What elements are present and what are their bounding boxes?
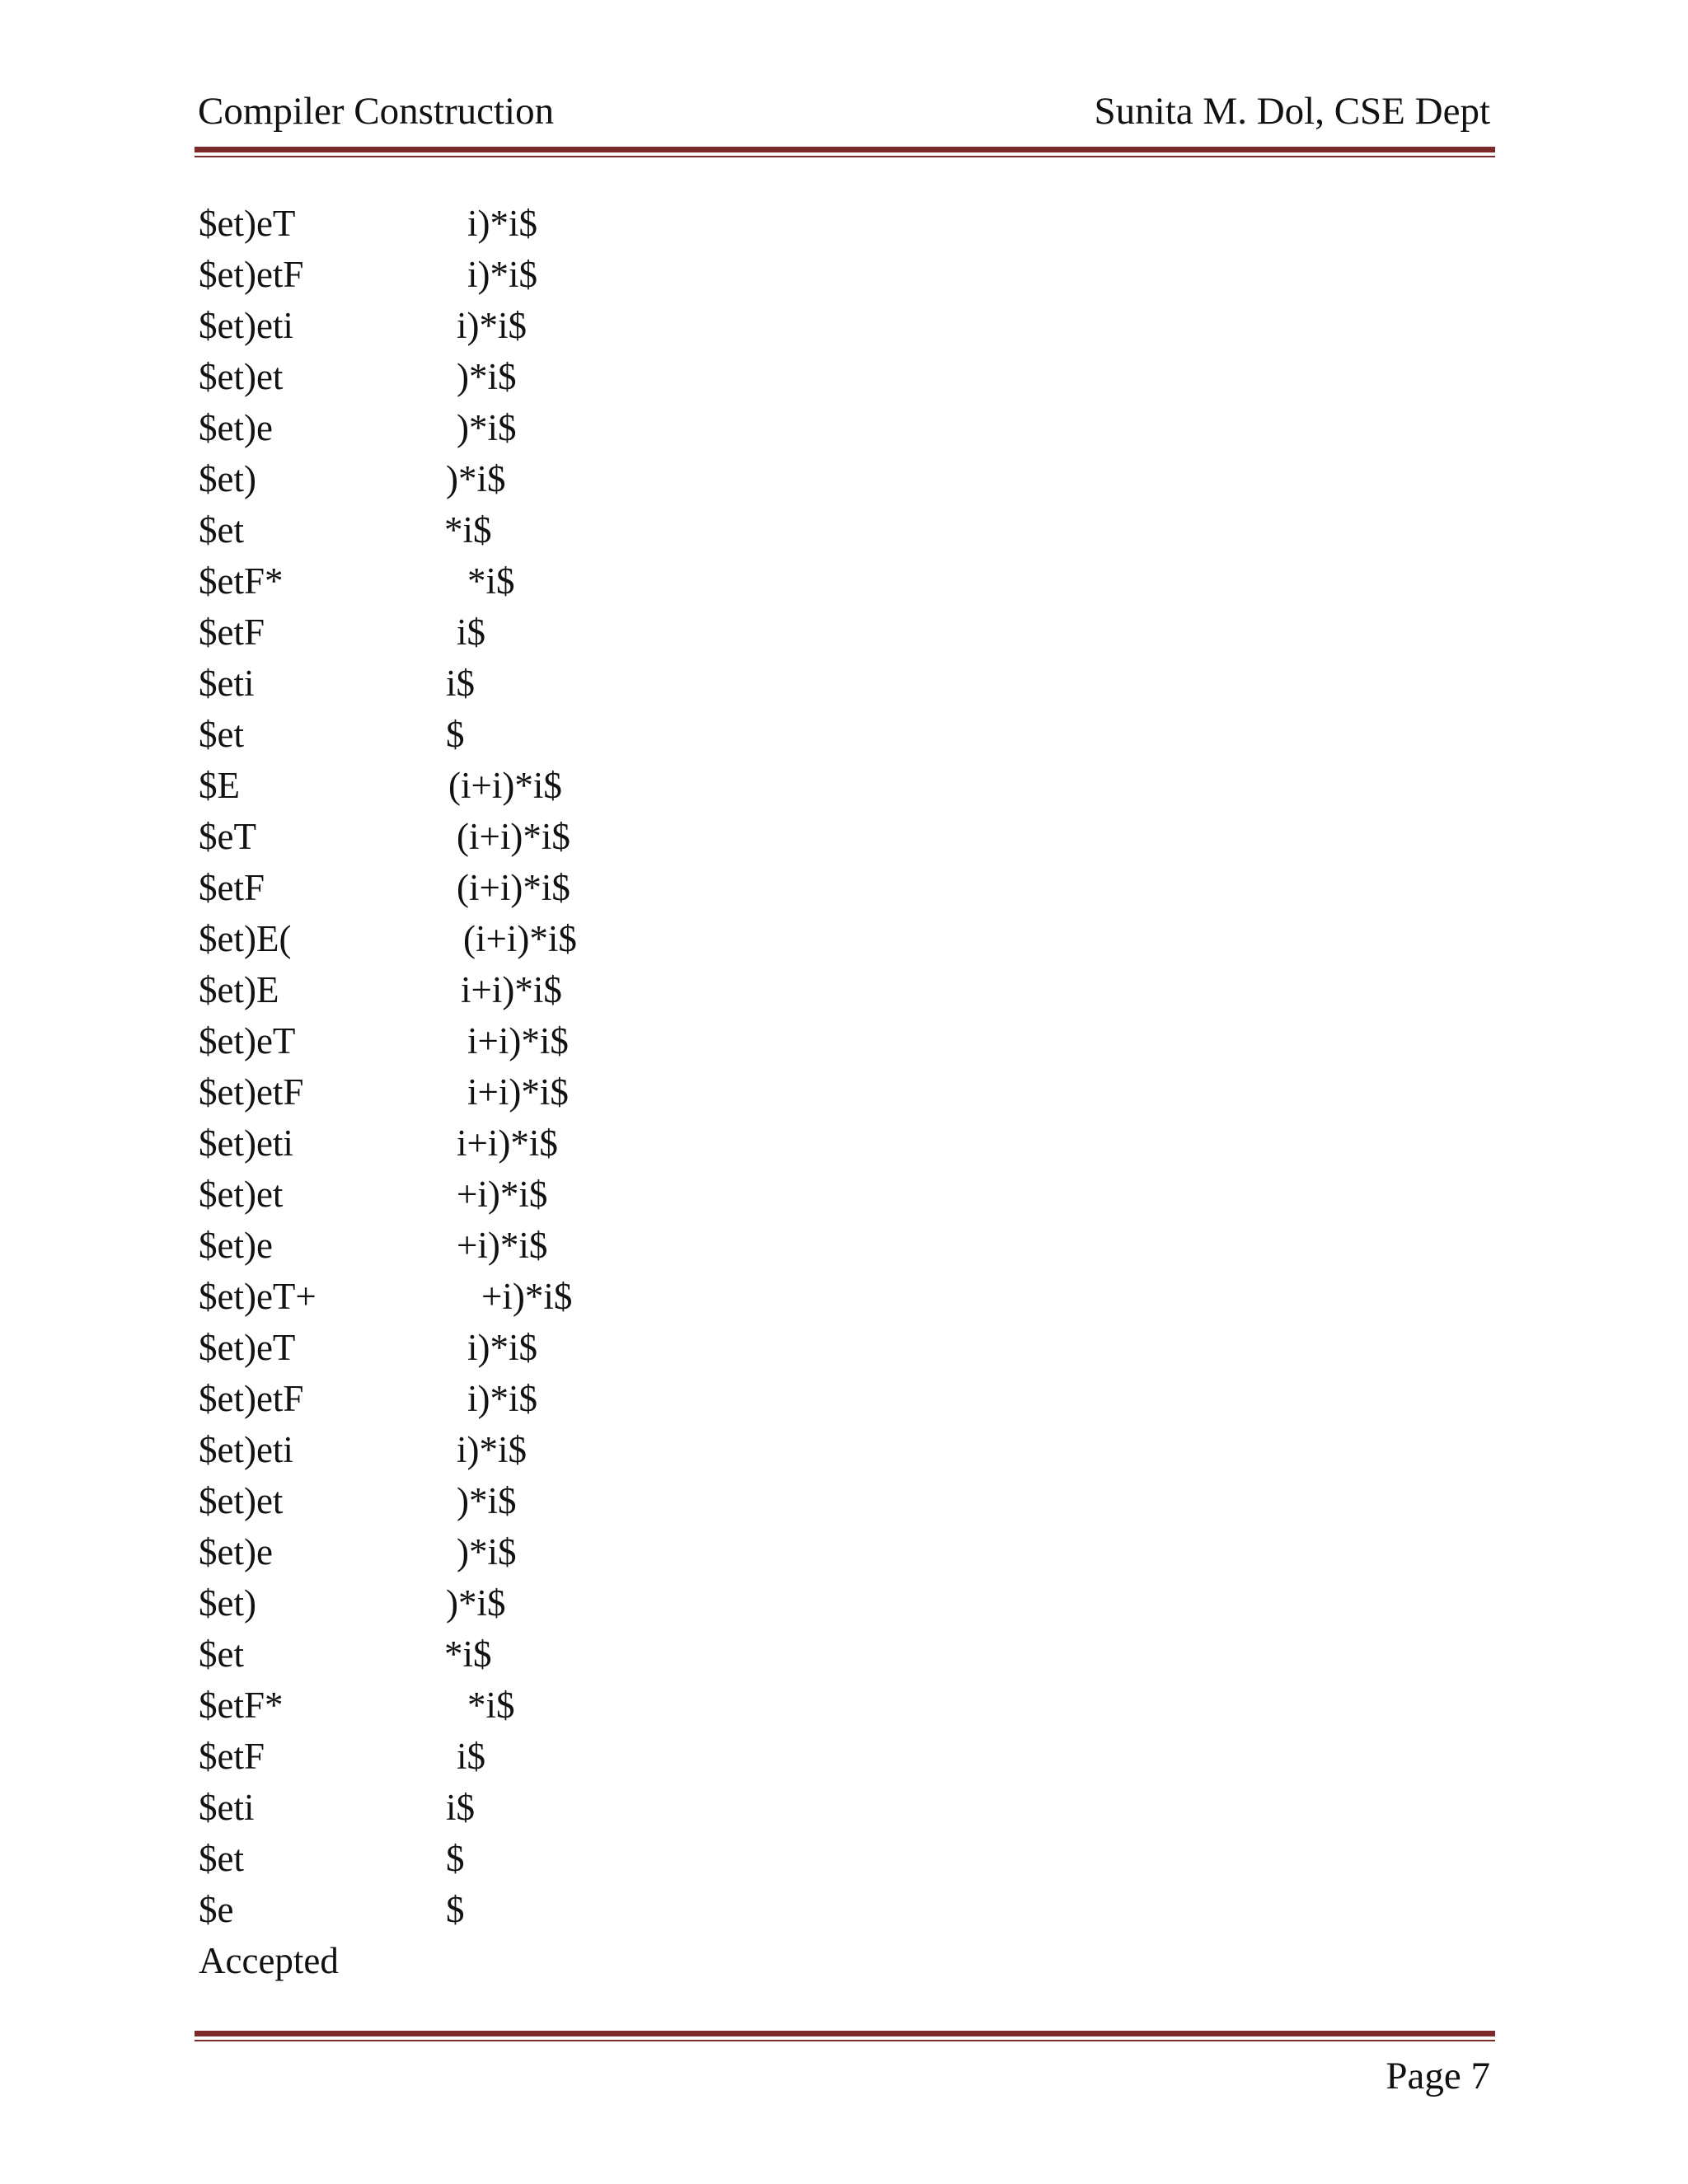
parse-result: Accepted — [199, 1940, 339, 1981]
trace-row — [199, 1577, 940, 1629]
trace-row — [199, 760, 940, 811]
stack-cell: $et)eT+ — [199, 1276, 316, 1317]
header-divider — [195, 147, 1495, 157]
stack-cell: $eT — [199, 816, 256, 857]
trace-row — [199, 453, 940, 504]
trace-row — [199, 1118, 940, 1169]
stack-cell: $et — [199, 509, 244, 551]
stack-cell: $eti — [199, 1787, 255, 1828]
stack-cell: $et) — [199, 458, 256, 499]
input-cell: *i$ — [467, 560, 515, 602]
trace-row — [199, 1526, 940, 1577]
input-cell: i+i)*i$ — [457, 1122, 558, 1164]
trace-row — [199, 1373, 940, 1424]
trace-row — [199, 1833, 940, 1884]
trace-row — [199, 1424, 940, 1475]
stack-cell: $et)eti — [199, 1122, 293, 1164]
stack-cell: $etF — [199, 612, 265, 653]
trace-row — [199, 1322, 940, 1373]
trace-row — [199, 249, 940, 300]
parse-result-row — [199, 1935, 940, 1986]
trace-row — [199, 1220, 940, 1271]
stack-cell: $et)e — [199, 407, 273, 448]
input-cell: +i)*i$ — [457, 1174, 548, 1215]
trace-row — [199, 1629, 940, 1680]
stack-cell: $et)etF — [199, 1378, 304, 1419]
trace-row — [199, 351, 940, 402]
stack-cell: $etF* — [199, 560, 284, 602]
footer-divider — [195, 2031, 1495, 2041]
stack-cell: $et)eti — [199, 305, 293, 346]
stack-cell: $E — [199, 765, 240, 806]
stack-cell: $et)etF — [199, 254, 304, 295]
input-cell: )*i$ — [457, 1480, 517, 1521]
trace-row — [199, 1271, 940, 1322]
stack-cell: $et)E( — [199, 918, 292, 959]
input-cell: *i$ — [467, 1685, 515, 1726]
trace-row — [199, 658, 940, 709]
stack-cell: $eti — [199, 663, 255, 704]
stack-cell: $et — [199, 1838, 244, 1879]
stack-cell: $e — [199, 1889, 234, 1930]
stack-cell: $etF — [199, 867, 265, 908]
stack-cell: $et) — [199, 1582, 256, 1624]
page-number: Page 7 — [1386, 2055, 1490, 2097]
stack-cell: $et)et — [199, 356, 284, 397]
input-cell: i$ — [446, 663, 476, 704]
stack-cell: $et)e — [199, 1225, 273, 1266]
trace-row — [199, 1015, 940, 1066]
trace-row — [199, 198, 940, 249]
input-cell: *i$ — [444, 509, 492, 551]
stack-cell: $et — [199, 1633, 244, 1675]
input-cell: $ — [446, 1889, 465, 1930]
header-author: Sunita M. Dol, CSE Dept — [1094, 90, 1490, 133]
stack-cell: $et)etF — [199, 1071, 304, 1113]
stack-cell: $et — [199, 714, 244, 755]
trace-row — [199, 913, 940, 964]
input-cell: )*i$ — [457, 1531, 517, 1572]
trace-row — [199, 1475, 940, 1526]
parse-trace — [199, 198, 940, 1986]
input-cell: (i+i)*i$ — [463, 918, 577, 959]
input-cell: )*i$ — [446, 458, 506, 499]
stack-cell: $et)eT — [199, 1020, 296, 1062]
input-cell: i$ — [457, 1736, 486, 1777]
trace-row — [199, 811, 940, 862]
input-cell: +i)*i$ — [481, 1276, 573, 1317]
input-cell: i)*i$ — [467, 1378, 537, 1419]
trace-row — [199, 964, 940, 1015]
input-cell: i$ — [457, 612, 486, 653]
input-cell: i)*i$ — [457, 305, 527, 346]
input-cell: )*i$ — [457, 407, 517, 448]
input-cell: *i$ — [444, 1633, 492, 1675]
stack-cell: $etF — [199, 1736, 265, 1777]
input-cell: $ — [446, 1838, 465, 1879]
input-cell: (i+i)*i$ — [457, 867, 570, 908]
input-cell: i+i)*i$ — [467, 1020, 569, 1062]
trace-row — [199, 504, 940, 555]
input-cell: i+i)*i$ — [461, 969, 562, 1010]
stack-cell: $et)eT — [199, 203, 296, 244]
trace-row — [199, 1884, 940, 1935]
input-cell: i)*i$ — [457, 1429, 527, 1470]
stack-cell: $et)et — [199, 1480, 284, 1521]
trace-row — [199, 1066, 940, 1118]
trace-row — [199, 300, 940, 351]
trace-row — [199, 402, 940, 453]
trace-row — [199, 607, 940, 658]
input-cell: i)*i$ — [467, 1327, 537, 1368]
stack-cell: $et)E — [199, 969, 279, 1010]
trace-row — [199, 1731, 940, 1782]
trace-row — [199, 1680, 940, 1731]
input-cell: $ — [446, 714, 465, 755]
stack-cell: $etF* — [199, 1685, 284, 1726]
header-course-title: Compiler Construction — [198, 90, 555, 133]
stack-cell: $et)et — [199, 1174, 284, 1215]
input-cell: +i)*i$ — [457, 1225, 548, 1266]
input-cell: )*i$ — [457, 356, 517, 397]
input-cell: )*i$ — [446, 1582, 506, 1624]
trace-row — [199, 862, 940, 913]
input-cell: i)*i$ — [467, 203, 537, 244]
stack-cell: $et)eti — [199, 1429, 293, 1470]
trace-row — [199, 709, 940, 760]
input-cell: (i+i)*i$ — [457, 816, 570, 857]
stack-cell: $et)eT — [199, 1327, 296, 1368]
trace-row — [199, 1169, 940, 1220]
stack-cell: $et)e — [199, 1531, 273, 1572]
input-cell: i$ — [446, 1787, 476, 1828]
trace-row — [199, 555, 940, 607]
input-cell: i+i)*i$ — [467, 1071, 569, 1113]
trace-row — [199, 1782, 940, 1833]
input-cell: i)*i$ — [467, 254, 537, 295]
input-cell: (i+i)*i$ — [448, 765, 562, 806]
